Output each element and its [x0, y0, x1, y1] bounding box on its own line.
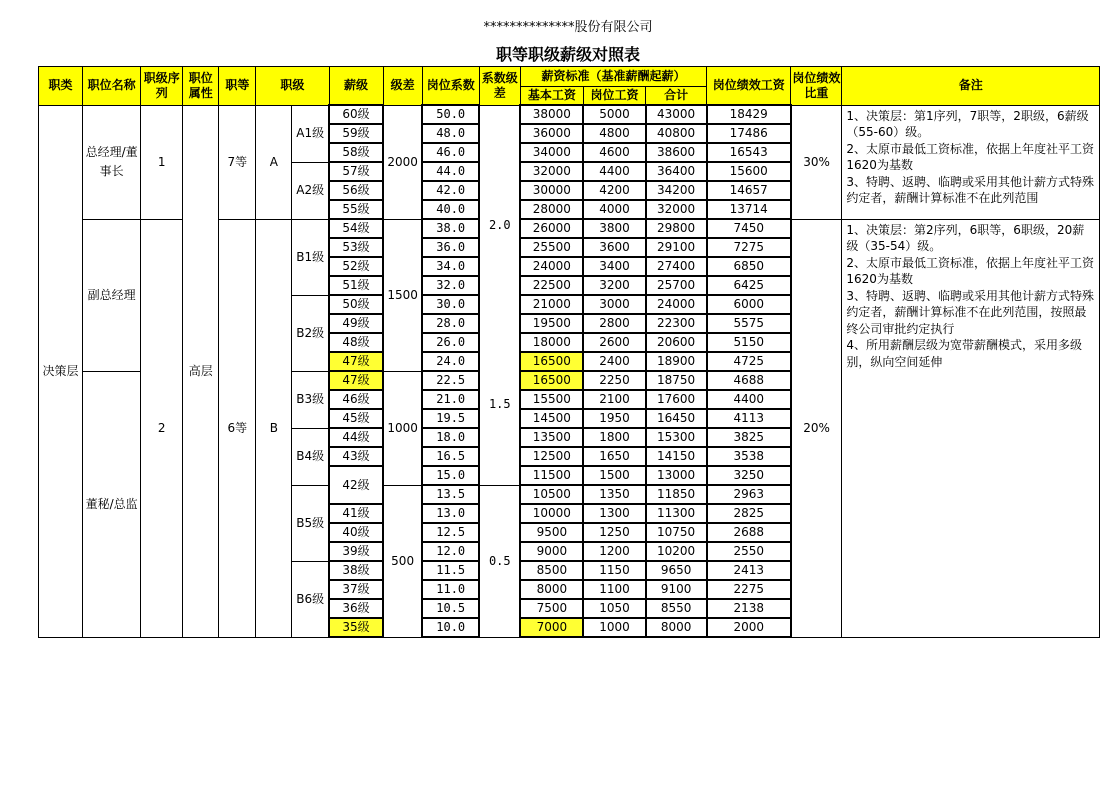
header-position-coefficient: 岗位系数 [422, 67, 479, 106]
total-cell: 11300 [646, 504, 707, 523]
performance-salary-cell: 2963 [707, 485, 791, 504]
position-salary-cell: 1000 [583, 618, 645, 637]
coefficient-diff-value: 2.0 [488, 217, 511, 232]
total-cell: 11850 [646, 485, 707, 504]
base-salary-cell: 34000 [520, 143, 583, 162]
position-salary-cell: 1650 [583, 447, 645, 466]
coefficient-cell: 22.5 [422, 371, 479, 390]
pay-level-cell: 53级 [329, 238, 383, 257]
base-salary-cell: 18000 [520, 333, 583, 352]
performance-salary-cell: 2275 [707, 580, 791, 599]
level-diff-cell: 1500 [383, 219, 422, 371]
base-salary-cell: 9000 [520, 542, 583, 561]
pay-level-cell: 40级 [329, 523, 383, 542]
performance-salary-cell: 2550 [707, 542, 791, 561]
base-salary-cell: 22500 [520, 276, 583, 295]
coefficient-diff-value: 1.5 [488, 396, 511, 411]
pay-level-cell: 60级 [329, 105, 383, 124]
position-salary-cell: 1300 [583, 504, 645, 523]
pay-level-cell: 45级 [329, 409, 383, 428]
level-diff-cell: 2000 [383, 105, 422, 219]
total-cell: 18750 [646, 371, 707, 390]
remarks-cell: 1、决策层：第1序列，7职等，2职级，6薪级（55-60）级。 2、太原市最低工资标准，依据上年度社平工资1620为基数 3、特聘、返聘、临聘或采用其他计薪方式特殊约定者，薪酬计算标准不在此列范围 [842, 105, 1100, 219]
position-name-cell: 总经理/董事长 [83, 105, 141, 219]
base-salary-cell: 16500 [520, 352, 583, 371]
subrank-cell: B5级 [292, 485, 329, 561]
performance-salary-cell: 4688 [707, 371, 791, 390]
pay-level-cell: 36级 [329, 599, 383, 618]
position-salary-cell: 5000 [583, 105, 645, 124]
header-coefficient-diff: 系数级差 [479, 67, 520, 106]
header-category: 职类 [39, 67, 83, 106]
pay-level-cell: 46级 [329, 390, 383, 409]
base-salary-cell: 21000 [520, 295, 583, 314]
performance-salary-cell: 6425 [707, 276, 791, 295]
pay-level-cell: 57级 [329, 162, 383, 181]
position-salary-cell: 2250 [583, 371, 645, 390]
pay-level-cell: 56级 [329, 181, 383, 200]
base-salary-cell: 13500 [520, 428, 583, 447]
performance-salary-cell: 7450 [707, 219, 791, 238]
base-salary-cell: 14500 [520, 409, 583, 428]
base-salary-cell: 10500 [520, 485, 583, 504]
coefficient-cell: 42.0 [422, 181, 479, 200]
performance-salary-cell: 18429 [707, 105, 791, 124]
position-salary-cell: 1950 [583, 409, 645, 428]
position-name-cell: 董秘/总监 [83, 371, 141, 637]
header-remarks: 备注 [842, 67, 1100, 106]
base-salary-cell: 25500 [520, 238, 583, 257]
coefficient-cell: 44.0 [422, 162, 479, 181]
position-salary-cell: 1100 [583, 580, 645, 599]
pay-level-cell: 37级 [329, 580, 383, 599]
grade-cell: 7等 [219, 105, 256, 219]
base-salary-cell: 11500 [520, 466, 583, 485]
subrank-cell: B1级 [292, 219, 329, 295]
coefficient-cell: 21.0 [422, 390, 479, 409]
base-salary-cell: 36000 [520, 124, 583, 143]
base-salary-cell: 10000 [520, 504, 583, 523]
coefficient-cell: 12.0 [422, 542, 479, 561]
coefficient-cell: 50.0 [422, 105, 479, 124]
total-cell: 43000 [646, 105, 707, 124]
base-salary-cell: 38000 [520, 105, 583, 124]
pay-level-cell: 47级 [329, 371, 383, 390]
subrank-cell: B4级 [292, 428, 329, 485]
coefficient-cell: 15.0 [422, 466, 479, 485]
coefficient-cell: 12.5 [422, 523, 479, 542]
table-row [39, 105, 1100, 124]
position-salary-cell: 2800 [583, 314, 645, 333]
base-salary-cell: 19500 [520, 314, 583, 333]
total-cell: 27400 [646, 257, 707, 276]
coefficient-diff-cell [479, 105, 520, 485]
base-salary-cell: 12500 [520, 447, 583, 466]
header-position-salary: 岗位工资 [583, 87, 645, 106]
header-grade: 职等 [219, 67, 256, 106]
pay-level-cell: 39级 [329, 542, 383, 561]
total-cell: 40800 [646, 124, 707, 143]
coefficient-cell: 30.0 [422, 295, 479, 314]
total-cell: 16450 [646, 409, 707, 428]
subrank-cell: A2级 [292, 162, 329, 219]
base-salary-cell: 9500 [520, 523, 583, 542]
performance-salary-cell: 3538 [707, 447, 791, 466]
performance-salary-cell: 6000 [707, 295, 791, 314]
position-salary-cell: 1250 [583, 523, 645, 542]
pay-level-cell: 52级 [329, 257, 383, 276]
level-diff-cell: 1000 [383, 371, 422, 485]
header-performance-weight: 岗位绩效比重 [791, 67, 842, 106]
pay-level-cell: 59级 [329, 124, 383, 143]
header-pay-level: 薪级 [329, 67, 383, 106]
position-salary-cell: 2100 [583, 390, 645, 409]
coefficient-cell: 24.0 [422, 352, 479, 371]
header-salary-standard: 薪资标准（基准薪酬起薪） [520, 67, 706, 87]
position-salary-cell: 3200 [583, 276, 645, 295]
coefficient-cell: 40.0 [422, 200, 479, 219]
pay-level-cell: 35级 [329, 618, 383, 637]
header-position-name: 职位名称 [83, 67, 141, 106]
total-cell: 18900 [646, 352, 707, 371]
header-total: 合计 [646, 87, 707, 106]
base-salary-cell: 32000 [520, 162, 583, 181]
coefficient-cell: 10.5 [422, 599, 479, 618]
position-salary-cell: 4400 [583, 162, 645, 181]
position-salary-cell: 4600 [583, 143, 645, 162]
total-cell: 24000 [646, 295, 707, 314]
coefficient-cell: 38.0 [422, 219, 479, 238]
pay-level-cell: 47级 [329, 352, 383, 371]
position-salary-cell: 1200 [583, 542, 645, 561]
position-salary-cell: 1150 [583, 561, 645, 580]
weight-cell: 30% [791, 105, 842, 219]
coefficient-diff-cell: 0.5 [479, 485, 520, 637]
coefficient-cell: 46.0 [422, 143, 479, 162]
total-cell: 15300 [646, 428, 707, 447]
salary-table [38, 66, 1100, 638]
total-cell: 34200 [646, 181, 707, 200]
pay-level-cell: 48级 [329, 333, 383, 352]
position-salary-cell: 3800 [583, 219, 645, 238]
performance-salary-cell: 2138 [707, 599, 791, 618]
remarks-cell: 1、决策层：第2序列，6职等，6职级，20薪级（35-54）级。 2、太原市最低工资标准，依据上年度社平工资1620为基数 3、特聘、返聘、临聘或采用其他计薪方式特殊约定者，薪酬计算标准不在此列范围，按照最终公司审批约定执行 4、所用薪酬层级为宽带薪酬模式，采用多级别，纵向空间延伸 [842, 219, 1100, 637]
base-salary-cell: 26000 [520, 219, 583, 238]
total-cell: 36400 [646, 162, 707, 181]
pay-level-cell: 55级 [329, 200, 383, 219]
performance-salary-cell: 2688 [707, 523, 791, 542]
header-rank-sequence: 职级序列 [141, 67, 183, 106]
total-cell: 17600 [646, 390, 707, 409]
total-cell: 10200 [646, 542, 707, 561]
company-name: **************股份有限公司 [483, 20, 653, 35]
performance-salary-cell: 3250 [707, 466, 791, 485]
subrank-cell: B6级 [292, 561, 329, 637]
total-cell: 9100 [646, 580, 707, 599]
sequence-cell: 2 [141, 219, 183, 637]
coefficient-cell: 10.0 [422, 618, 479, 637]
total-cell: 38600 [646, 143, 707, 162]
performance-salary-cell: 14657 [707, 181, 791, 200]
position-salary-cell: 3600 [583, 238, 645, 257]
position-salary-cell: 1800 [583, 428, 645, 447]
base-salary-cell: 15500 [520, 390, 583, 409]
total-cell: 29800 [646, 219, 707, 238]
coefficient-cell: 16.5 [422, 447, 479, 466]
base-salary-cell: 8500 [520, 561, 583, 580]
performance-salary-cell: 15600 [707, 162, 791, 181]
position-salary-cell: 4200 [583, 181, 645, 200]
performance-salary-cell: 5150 [707, 333, 791, 352]
pay-level-cell: 38级 [329, 561, 383, 580]
pay-level-cell: 51级 [329, 276, 383, 295]
pay-level-cell: 41级 [329, 504, 383, 523]
coefficient-cell: 18.0 [422, 428, 479, 447]
position-name-cell: 副总经理 [83, 219, 141, 371]
base-salary-cell: 16500 [520, 371, 583, 390]
position-salary-cell: 3400 [583, 257, 645, 276]
total-cell: 13000 [646, 466, 707, 485]
base-salary-cell: 7500 [520, 599, 583, 618]
total-cell: 8000 [646, 618, 707, 637]
total-cell: 29100 [646, 238, 707, 257]
coefficient-cell: 19.5 [422, 409, 479, 428]
level-diff-cell: 500 [383, 485, 422, 637]
coefficient-cell: 32.0 [422, 276, 479, 295]
total-cell: 25700 [646, 276, 707, 295]
performance-salary-cell: 16543 [707, 143, 791, 162]
total-cell: 22300 [646, 314, 707, 333]
subrank-cell: B3级 [292, 371, 329, 428]
performance-salary-cell: 5575 [707, 314, 791, 333]
header-base-salary: 基本工资 [520, 87, 583, 106]
coefficient-cell: 11.0 [422, 580, 479, 599]
coefficient-cell: 36.0 [422, 238, 479, 257]
total-cell: 32000 [646, 200, 707, 219]
performance-salary-cell: 13714 [707, 200, 791, 219]
position-salary-cell: 4800 [583, 124, 645, 143]
position-salary-cell: 3000 [583, 295, 645, 314]
coefficient-cell: 48.0 [422, 124, 479, 143]
position-salary-cell: 1050 [583, 599, 645, 618]
attribute-cell: 高层 [183, 105, 219, 637]
header-rank: 职级 [256, 67, 329, 106]
total-cell: 14150 [646, 447, 707, 466]
performance-salary-cell: 4400 [707, 390, 791, 409]
coefficient-cell: 26.0 [422, 333, 479, 352]
performance-salary-cell: 17486 [707, 124, 791, 143]
weight-cell: 20% [791, 219, 842, 637]
pay-level-cell: 58级 [329, 143, 383, 162]
position-salary-cell: 2600 [583, 333, 645, 352]
performance-salary-cell: 3825 [707, 428, 791, 447]
total-cell: 9650 [646, 561, 707, 580]
performance-salary-cell: 2825 [707, 504, 791, 523]
base-salary-cell: 7000 [520, 618, 583, 637]
header-level-diff: 级差 [383, 67, 422, 106]
total-cell: 10750 [646, 523, 707, 542]
performance-salary-cell: 4725 [707, 352, 791, 371]
header-position-attribute: 职位属性 [183, 67, 219, 106]
sequence-cell: 1 [141, 105, 183, 219]
base-salary-cell: 8000 [520, 580, 583, 599]
performance-salary-cell: 2413 [707, 561, 791, 580]
category-cell: 决策层 [39, 105, 83, 637]
performance-salary-cell: 4113 [707, 409, 791, 428]
coefficient-cell: 13.0 [422, 504, 479, 523]
pay-level-cell: 43级 [329, 447, 383, 466]
grade-cell: 6等 [219, 219, 256, 637]
base-salary-cell: 30000 [520, 181, 583, 200]
pay-level-cell: 42级 [329, 466, 383, 504]
header-performance-salary: 岗位绩效工资 [707, 67, 791, 106]
performance-salary-cell: 6850 [707, 257, 791, 276]
coefficient-cell: 13.5 [422, 485, 479, 504]
coefficient-cell: 28.0 [422, 314, 479, 333]
coefficient-cell: 34.0 [422, 257, 479, 276]
rank-class-cell: B [256, 219, 292, 637]
subrank-cell: B2级 [292, 295, 329, 371]
position-salary-cell: 4000 [583, 200, 645, 219]
page-title: 职等职级薪级对照表 [495, 45, 640, 64]
pay-level-cell: 54级 [329, 219, 383, 238]
pay-level-cell: 50级 [329, 295, 383, 314]
position-salary-cell: 1350 [583, 485, 645, 504]
position-salary-cell: 1500 [583, 466, 645, 485]
coefficient-cell: 11.5 [422, 561, 479, 580]
base-salary-cell: 24000 [520, 257, 583, 276]
pay-level-cell: 44级 [329, 428, 383, 447]
total-cell: 8550 [646, 599, 707, 618]
base-salary-cell: 28000 [520, 200, 583, 219]
rank-class-cell: A [256, 105, 292, 219]
position-salary-cell: 2400 [583, 352, 645, 371]
performance-salary-cell: 7275 [707, 238, 791, 257]
subrank-cell: A1级 [292, 105, 329, 162]
performance-salary-cell: 2000 [707, 618, 791, 637]
total-cell: 20600 [646, 333, 707, 352]
pay-level-cell: 49级 [329, 314, 383, 333]
